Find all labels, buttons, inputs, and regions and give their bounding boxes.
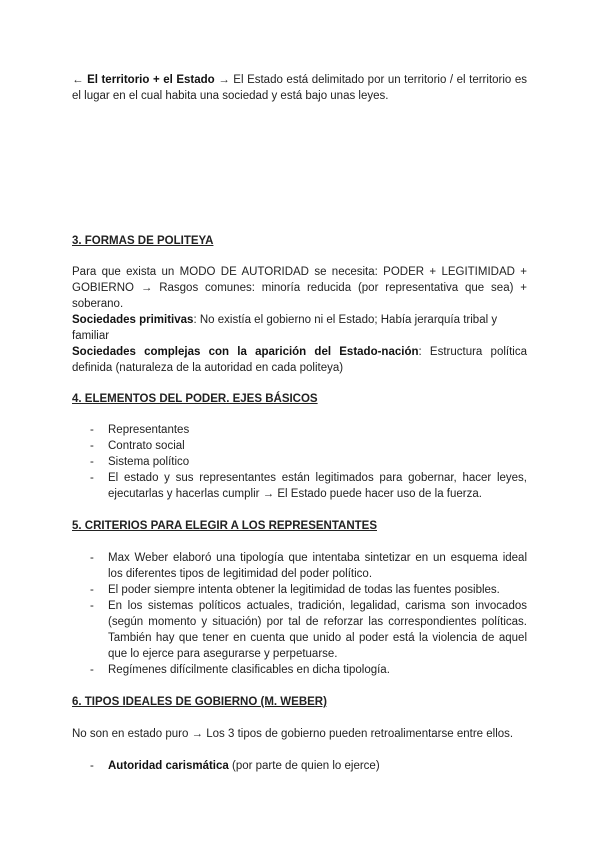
dash-bullet: -	[90, 456, 94, 468]
list-item: - Contrato social	[90, 440, 185, 452]
list-item: - Sistema político	[90, 456, 190, 468]
complex-societies-text: : Estructura política definida (naturaleza de la autoridad en cada politeya)	[72, 346, 527, 374]
section3-title: 3. FORMAS DE POLITEYA	[72, 235, 214, 247]
list-item: - Autoridad carismática (por parte de quien lo ejerce)	[90, 760, 380, 772]
list-item: - El poder siempre intenta obtener la legitimidad de todas las fuentes posibles.	[90, 584, 500, 596]
dash-bullet: -	[90, 472, 94, 484]
dash-bullet: -	[90, 584, 94, 596]
intro-text: → El Estado está delimitado por un territorio / el territorio es el lugar en el cual habita una sociedad y está bajo unas leyes.	[72, 74, 528, 102]
intro-term: El territorio + el Estado	[87, 74, 215, 86]
section6-title: 6. TIPOS IDEALES DE GOBIERNO (M. WEBER)	[72, 696, 327, 708]
dash-bullet: -	[90, 440, 94, 452]
section3-paragraph-3	[72, 344, 527, 376]
dash-bullet: -	[90, 552, 94, 564]
intro-paragraph	[72, 72, 527, 104]
dash-bullet: -	[90, 424, 94, 436]
list-item: - El estado y sus representantes están legitimados para gobernar, hacer leyes, ejecutarlas y hacerlas cumplir → El Estado puede hacer uso de la fuerza.	[90, 472, 527, 500]
section4-title: 4. ELEMENTOS DEL PODER. EJES BÁSICOS	[72, 393, 318, 405]
dash-bullet: -	[90, 600, 94, 612]
section6-paragraph-1: No son en estado puro → Los 3 tipos de gobierno pueden retroalimentarse entre ellos.	[72, 728, 514, 740]
left-arrow: ←	[72, 74, 84, 86]
list-item: - Max Weber elaboró una tipología que intentaba sintetizar en un esquema ideal los diferentes tipos de legitimidad del poder político.	[90, 552, 527, 580]
section4-list	[72, 422, 527, 502]
section5-title: 5. CRITERIOS PARA ELEGIR A LOS REPRESENTANTES	[72, 520, 377, 532]
section3-paragraph-2	[72, 312, 527, 344]
list-item: - En los sistemas políticos actuales, tradición, legalidad, carisma son invocados (según momento y situación) por tal de reforzar las correspondientes políticas. También hay que tener en cuenta que unido al poder está la violencia de aquel que lo ejerce para asegurarse y perpetuarse.	[90, 600, 527, 660]
section5-list	[72, 550, 527, 678]
complex-societies-term: Sociedades complejas con la aparición del Estado-nación	[72, 346, 419, 358]
section6-list	[72, 758, 527, 774]
list-item: - Regímenes difícilmente clasificables en dicha tipología.	[90, 664, 390, 676]
dash-bullet: -	[90, 664, 94, 676]
section3-paragraph-1: Para que exista un MODO DE AUTORIDAD se necesita: PODER + LEGITIMIDAD + GOBIERNO → Rasgos comunes: minoría reducida (por representativa que sea) + soberano.	[72, 266, 527, 310]
charismatic-authority-term: Autoridad carismática	[108, 760, 229, 772]
primitive-societies-term: Sociedades primitivas	[72, 314, 194, 326]
dash-bullet: -	[90, 760, 94, 772]
list-item: - Representantes	[90, 424, 190, 436]
primitive-societies-text: : No existía el gobierno ni el Estado; Había jerarquía tribal y familiar	[72, 314, 498, 342]
